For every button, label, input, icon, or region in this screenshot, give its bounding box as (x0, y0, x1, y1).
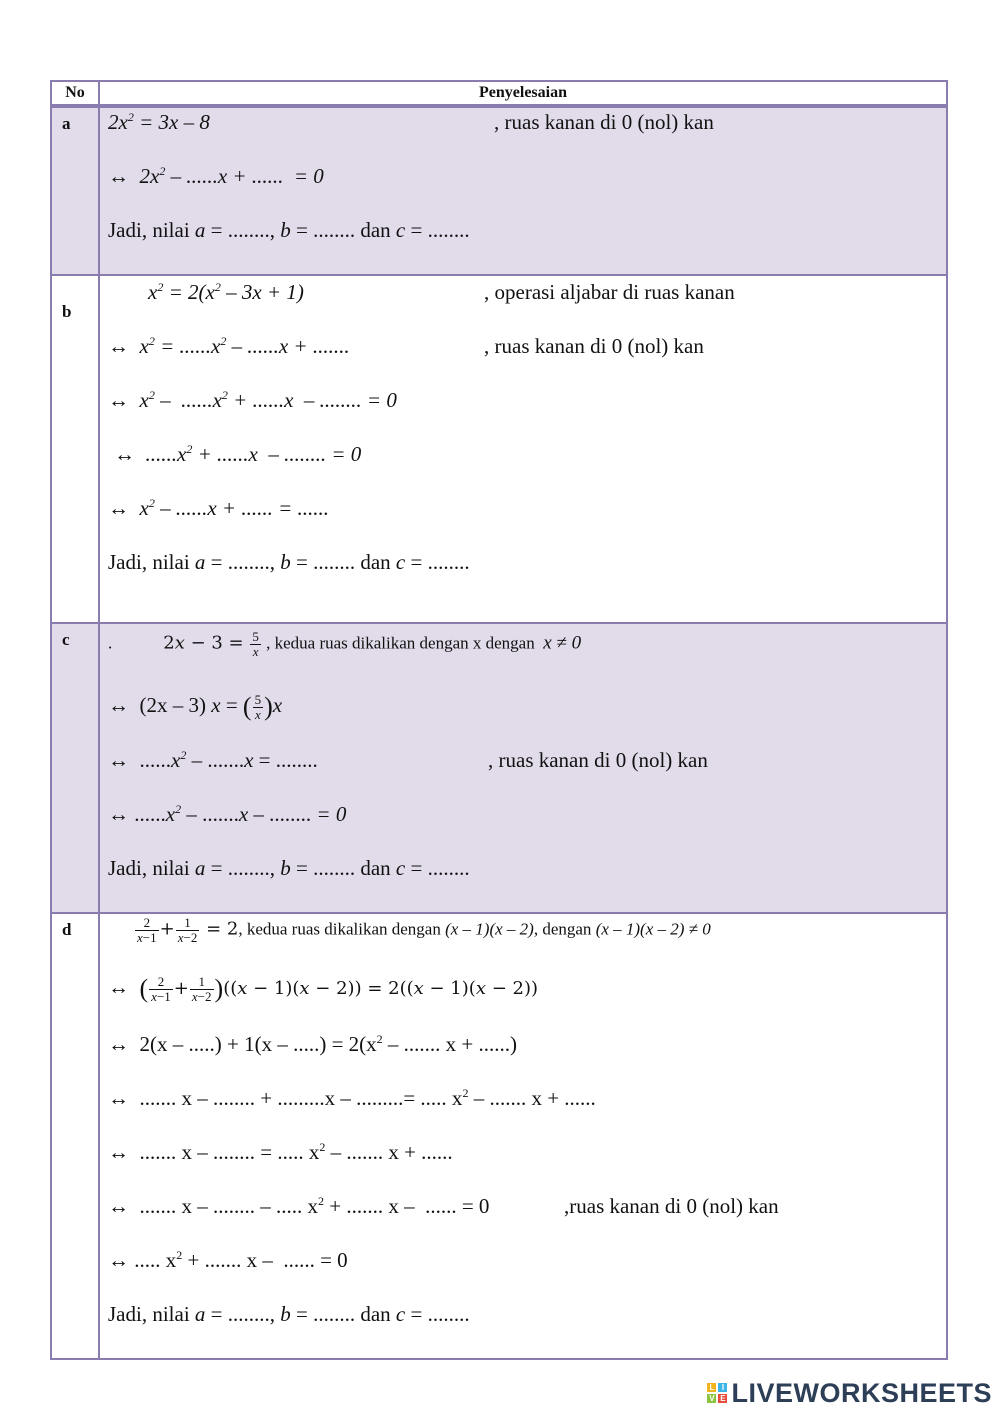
step-note: ,ruas kanan di 0 (nol) kan (564, 1194, 779, 1218)
conclusion-prefix: Jadi, nilai (108, 856, 195, 880)
step-line: $x^2 = 2(x^2 - 3x + 1)$ , operasi aljabar di ruas kanan (148, 280, 735, 304)
var-a: a (194, 856, 206, 880)
blank-b: = ........ dan (290, 550, 396, 574)
var-a: a (194, 1302, 206, 1326)
blank-c: = ........ (405, 218, 470, 242)
var-a: a (194, 218, 206, 242)
conclusion-prefix: Jadi, nilai (108, 218, 195, 242)
row-a (51, 106, 947, 275)
blank-c: = ........ (405, 856, 470, 880)
header-solution: Penyelesaian (99, 81, 947, 106)
conclusion-line (100, 214, 946, 268)
step-note: , ruas kanan di 0 (nol) kan (484, 334, 704, 358)
row-label: c (51, 623, 99, 913)
step-line: $2x^2 = 3x - 8$ , ruas kanan di 0 (nol) kan (108, 110, 714, 134)
row-b (51, 275, 947, 623)
blank-c: = ........ (405, 1302, 470, 1326)
row-content (99, 275, 947, 623)
step-line: ↔ ....... x – ........ = ..... $x^2$ – ....... x + ...... (108, 1140, 453, 1164)
blank-a: = ........, (205, 550, 281, 574)
step-note: , kedua ruas dikalikan dengan x dengan (266, 633, 535, 653)
row-label: b (51, 275, 99, 623)
step-line: ↔ ..... $x^2$ + ....... x – ...... = 0 (108, 1248, 348, 1272)
conclusion-prefix: Jadi, nilai (108, 550, 195, 574)
row-label: d (51, 913, 99, 1359)
step-line: ↔ 2(x – .....) + 1(x – .....) = $2(x^2$ – ....... x + ......) (108, 1032, 517, 1056)
var-b: b (280, 218, 291, 242)
step-note: , operasi aljabar di ruas kanan (484, 280, 735, 304)
logo-tiles-icon: L I V E (709, 1383, 726, 1403)
header-no: No (51, 81, 99, 106)
blank-c: = ........ (405, 550, 470, 574)
conclusion-line (100, 546, 946, 600)
conclusion-line (100, 1298, 946, 1352)
step-note: , ruas kanan di 0 (nol) kan (494, 110, 714, 134)
step-line: ↔ ....... x – ........ – ..... $x^2$ + ....... x – ...... = 0 ,ruas kanan di 0 (nol) kan (108, 1194, 779, 1218)
step-line: ↔ ....... x – ........ + .........x – .........= ..... $x^2$ – ....... x + ...... (108, 1086, 596, 1110)
row-content (99, 623, 947, 913)
var-b: b (280, 1302, 291, 1326)
step-line: . 2x − 3 = $\frac{5}{x}$ , kedua ruas dikalikan dengan x dengan x ≠ 0 (108, 629, 582, 659)
step-line: ↔ $......x^2$ – .......x – ........ = 0 (108, 802, 347, 826)
conclusion-line (100, 852, 946, 906)
row-c (51, 623, 947, 913)
row-d (51, 913, 947, 1359)
blank-b: = ........ dan (290, 218, 396, 242)
table-header-row (51, 81, 947, 106)
step-line: ↔ $......x^2$ – .......x = ........ , ruas kanan di 0 (nol) kan (108, 748, 708, 772)
blank-b: = ........ dan (290, 1302, 396, 1326)
step-line: ↔ $......x^2 + ......x$ – ........ = 0 (114, 442, 362, 466)
blank-b: = ........ dan (290, 856, 396, 880)
var-c: c (395, 218, 406, 242)
step-line: $\frac{2}{x-1}$ + $\frac{1}{x-2}$ = 2, kedua ruas dikalikan dengan (x – 1)(x – 2), dengan (x – 1)(x – 2) ≠ 0 (137, 915, 711, 945)
step-note: , ruas kanan di 0 (nol) kan (488, 748, 708, 772)
brand-name: LIVEWORKSHEETS (731, 1377, 992, 1408)
step-note: , kedua ruas dikalikan dengan (238, 919, 441, 939)
var-b: b (280, 856, 291, 880)
blank-a: = ........, (205, 1302, 281, 1326)
row-label: a (51, 106, 99, 275)
blank-a: = ........, (205, 218, 281, 242)
step-line: ↔ $x^2$ – ......x + ...... = ...... (108, 496, 329, 520)
step-line: ↔ $x^2 = ......x^2 - ......x$ + ....... , ruas kanan di 0 (nol) kan (108, 334, 704, 358)
blank-a: = ........, (205, 856, 281, 880)
step-line: ↔ $x^2 - ......x^2 + ......x$ – ........ = 0 (108, 388, 397, 412)
liveworksheets-logo[interactable] (707, 1379, 992, 1407)
step-note: , dengan (533, 919, 592, 939)
step-line: ↔ ( $\frac{2}{x-1}$ + $\frac{1}{x-2}$ )((x − 1)(x − 2)) = 2((x − 1)(x − 2)) (108, 973, 538, 1004)
row-content (99, 106, 947, 275)
var-b: b (280, 550, 291, 574)
solution-table (50, 80, 948, 1360)
step-line: ↔ $2x^2$ – ......x + ...... = 0 (108, 164, 324, 188)
var-c: c (395, 550, 406, 574)
step-line: ↔ (2x – 3) x = ( $\frac{5}{x}$ )x (108, 691, 283, 722)
row-content (99, 913, 947, 1359)
worksheet (50, 80, 948, 1360)
var-a: a (194, 550, 206, 574)
conclusion-prefix: Jadi, nilai (108, 1302, 195, 1326)
var-c: c (395, 856, 406, 880)
var-c: c (395, 1302, 406, 1326)
